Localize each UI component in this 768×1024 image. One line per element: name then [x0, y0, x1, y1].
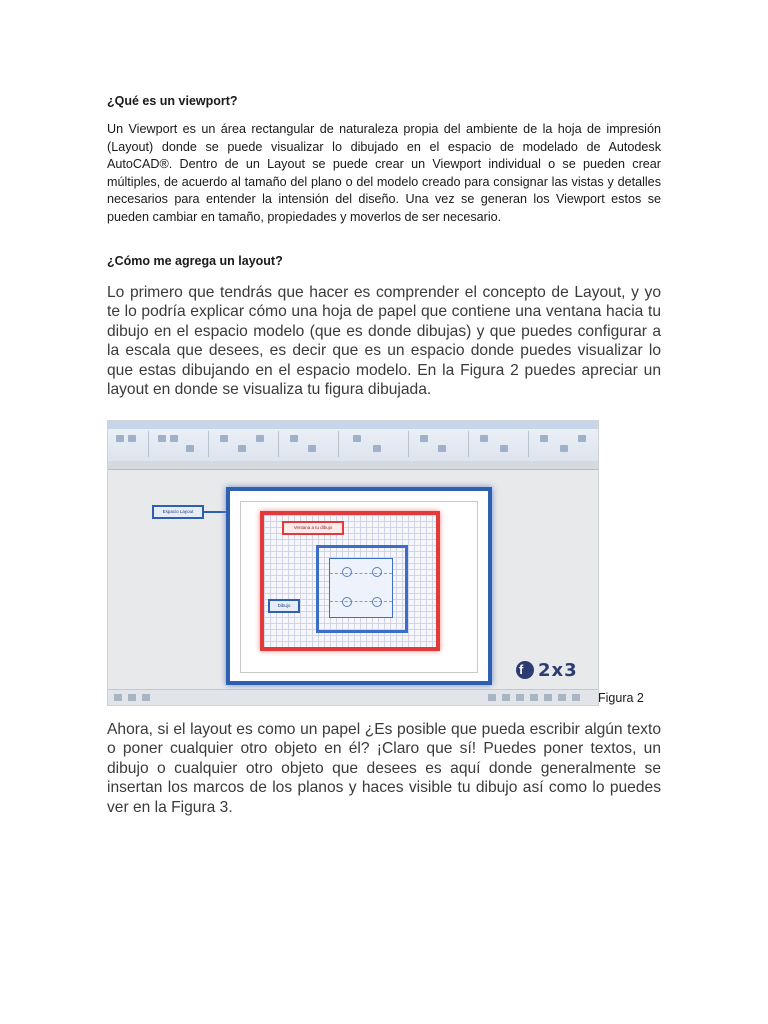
- heading-layout: ¿Cómo me agrega un layout?: [107, 254, 283, 268]
- layout-tab-bar: [108, 461, 598, 470]
- paragraph-viewport: Un Viewport es un área rectangular de naturaleza propia del ambiente de la hoja de impresión (Layout) donde se puede visualizar lo dibujado en el espacio de modelado de Autodesk AutoCAD®. Dentro de un Layout se puede crear un Viewport individual o se pueden crear múltiples, de acuerdo al tamaño del plano o del modelo creado para consignar las vistas y detalles necesarios para entender la intensión del diseño. Una vez se generan los Viewport estos se pueden cambiar en tamaño, propiedades y moverlos de ser necesario.: [107, 122, 661, 224]
- figure-2-screenshot: [107, 420, 599, 706]
- autocad-ribbon: [108, 421, 598, 462]
- figure-caption: Figura 2: [598, 691, 644, 705]
- status-bar: [108, 689, 598, 706]
- callout-viewport-window: Ventana a tu dibujo: [282, 521, 344, 535]
- drawing-outline: [316, 545, 408, 633]
- paragraph-layout: Lo primero que tendrás que hacer es comprender el concepto de Layout, y yo te lo podría explicar cómo una hoja de papel que contiene una ventana hacia tu dibujo en el espacio modelo (que es donde dibujas) y que puedes configurar a la escala que desees, es decir que es un espacio donde puedes visualizar lo que estas dibujando en el espacio modelo. En la Figura 2 puedes apreciar un layout en donde se visualiza tu figura dibujada.: [107, 284, 661, 399]
- callout-layout-space: Espacio Layout: [152, 505, 204, 519]
- layout-sheet: [226, 487, 492, 685]
- logo-2x3: f 2x3: [516, 657, 586, 687]
- paragraph-layout-objects: Ahora, si el layout es como un papel ¿Es posible que pueda escribir algún texto o poner cualquier otro objeto en él? ¡Claro que sí! Puedes poner textos, un dibujo o cualquier otro objeto que desees es aquí donde generalmente se insertan los marcos de los planos y haces visible tu dibujo así como lo puedes ver en la Figura 3.: [107, 721, 661, 816]
- heading-viewport: ¿Qué es un viewport?: [107, 94, 238, 108]
- callout-drawing: Dibujo: [268, 599, 300, 613]
